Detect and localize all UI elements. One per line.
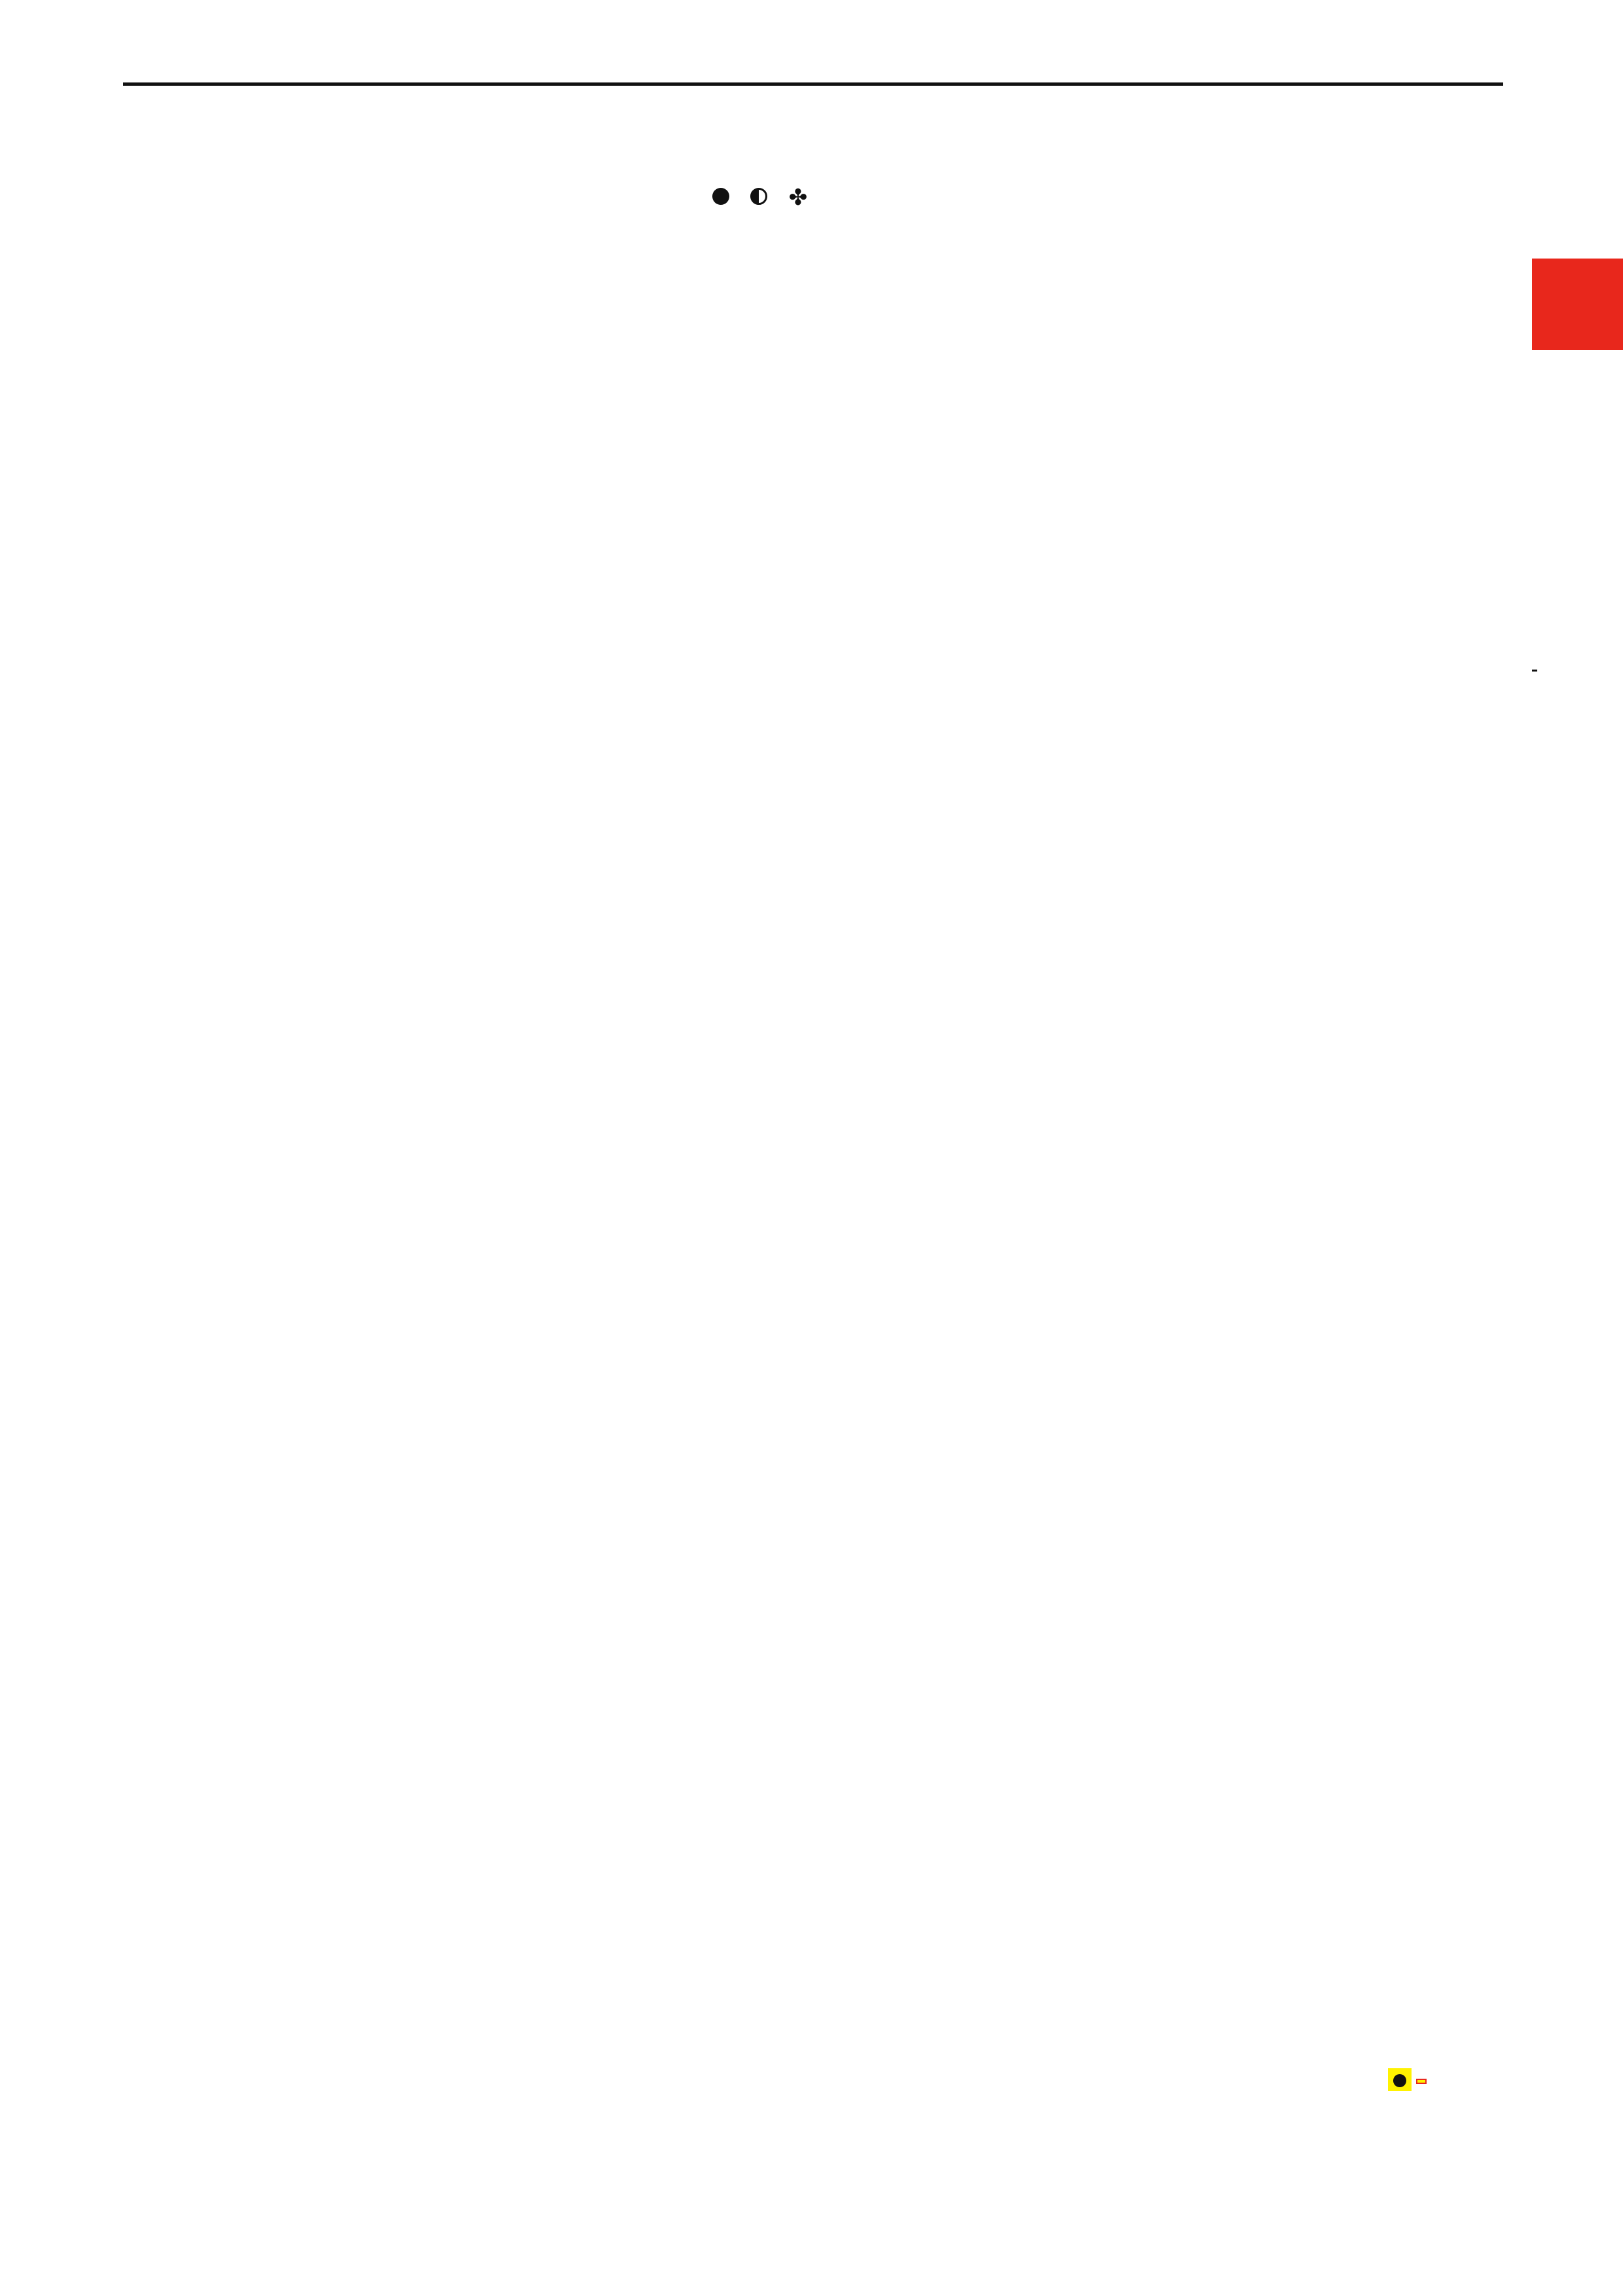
posi-angle (1532, 674, 1537, 699)
section-title-vertical (1550, 357, 1590, 553)
new-legend-dot-box (1388, 2068, 1412, 2091)
tab-a[interactable] (1532, 259, 1623, 350)
new-legend-label (1416, 2079, 1427, 2084)
new-dot-icon (1393, 2074, 1406, 2087)
cutting-conditions-legend (701, 185, 811, 210)
posi-label (1532, 670, 1537, 672)
general-half-dot-icon (750, 188, 767, 205)
new-legend (1388, 2068, 1427, 2091)
posi-7-label (1532, 653, 1623, 698)
unstable-cross-icon: ✤ (788, 185, 808, 210)
stable-dot-icon (712, 188, 729, 205)
top-rule (123, 82, 1503, 86)
